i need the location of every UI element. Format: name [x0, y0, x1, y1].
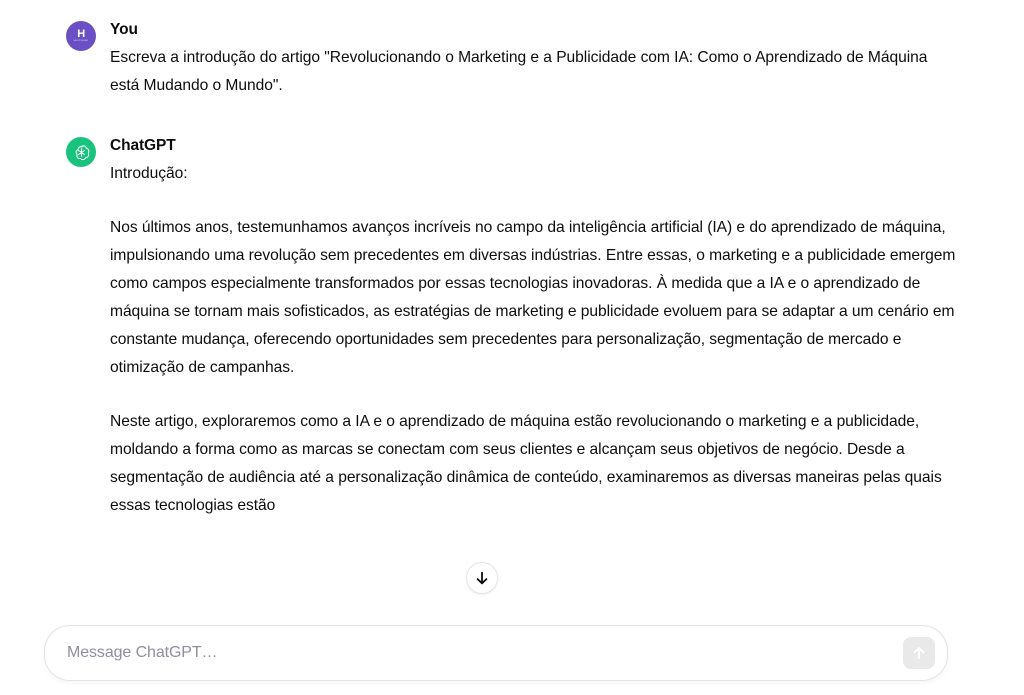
avatar-monogram-letter: H [77, 28, 85, 40]
arrow-up-icon [911, 645, 927, 661]
scroll-to-bottom-button[interactable] [466, 562, 498, 594]
send-button[interactable] [903, 637, 935, 669]
composer-box[interactable] [44, 625, 948, 681]
message-input[interactable] [67, 641, 903, 665]
message-paragraph: Neste artigo, exploraremos como a IA e o aprendizado de máquina estão revolucionando o marketing e a publicidade, moldando a forma como as marcas se conectam com seus clientes e alcançam seus objetivos de negócio. Desde a segmentação de audiência até a personalização dinâmica de conteúdo, examinaremos as diversas maneiras pelas quais essas tecnologias estão [110, 413, 942, 514]
openai-logo-icon [66, 137, 96, 167]
message-author-assistant: ChatGPT [110, 137, 176, 154]
avatar-slot-assistant [66, 137, 96, 167]
avatar-monogram-subtext: HOSTINGER [73, 39, 89, 42]
arrow-down-icon [474, 570, 490, 586]
message-body-assistant [110, 134, 956, 520]
message-assistant [0, 134, 1024, 520]
avatar-slot-user [66, 21, 96, 51]
user-avatar-monogram [66, 21, 96, 51]
message-body-user [110, 18, 956, 100]
message-author-user: You [110, 21, 138, 38]
message-text-user: Escreva a introdução do artigo "Revolucionando o Marketing e a Publicidade com IA: Como o Aprendizado de Máquina está Mudando o Mundo". [110, 49, 928, 94]
message-paragraph: Nos últimos anos, testemunhamos avanços incríveis no campo da inteligência artificial (IA) e do aprendizado de máquina, impulsionando uma revolução sem precedentes em diversas indústrias. Entre essas, o marketing e a publicidade emergem como campos especialmente transformados por essas tecnologias inovadoras. À medida que a IA e o aprendizado de máquina se tornam mais sofisticados, as estratégias de marketing e publicidade evoluem para se adaptar a um cenário em constante mudança, oferecendo oportunidades sem precedentes para personalização, segmentação de mercado e otimização de campanhas. [110, 219, 956, 376]
message-user [0, 18, 1024, 100]
message-lead-assistant: Introdução: [110, 165, 188, 182]
composer-area [0, 620, 1024, 695]
